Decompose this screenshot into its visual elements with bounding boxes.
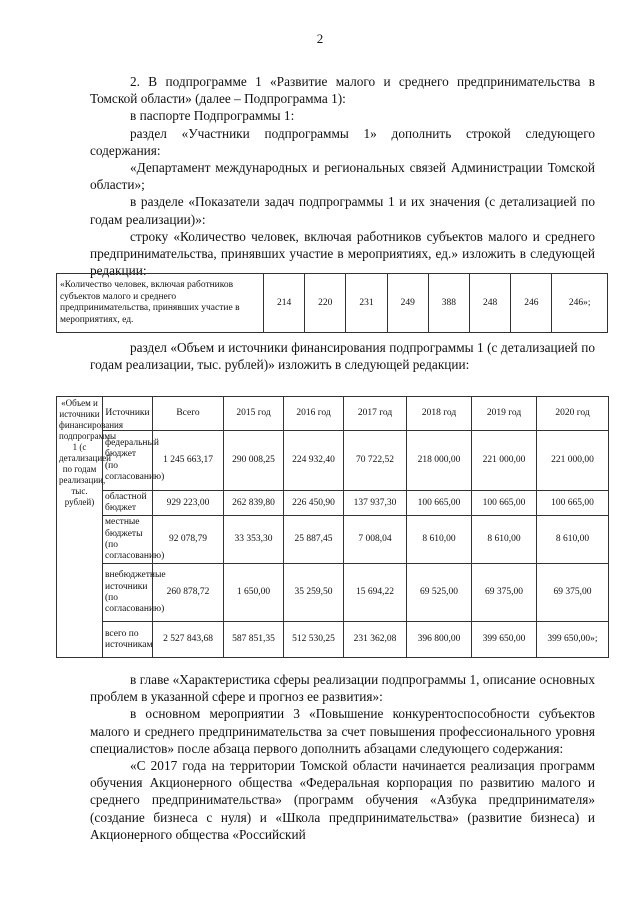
table-cell: 396 800,00	[407, 622, 472, 658]
text-block-mid	[90, 339, 595, 373]
table-cell: 8 610,00	[407, 516, 472, 564]
table-cell: 221 000,00	[537, 431, 609, 491]
financing-table	[56, 396, 609, 658]
table-cell: 246	[511, 274, 552, 333]
table-cell: 100 665,00	[472, 491, 537, 516]
table-cell: 399 650,00	[472, 622, 537, 658]
table-cell: 231	[346, 274, 387, 333]
table-header-cell: 2016 год	[284, 397, 344, 431]
table-cell: 33 353,30	[224, 516, 284, 564]
page-number: 2	[316, 31, 324, 46]
table-cell: 262 839,80	[224, 491, 284, 516]
table-cell: 512 530,25	[284, 622, 344, 658]
table-row	[57, 516, 609, 564]
paragraph: в паспорте Подпрограммы 1:	[130, 108, 295, 124]
table-cell: 214	[264, 274, 305, 333]
table-cell: 224 932,40	[284, 431, 344, 491]
paragraph: в разделе «Показатели задач подпрограммы 1 и их значения (с детализацией по годам реализации)»:	[90, 194, 595, 227]
table-cell: 2 527 843,68	[153, 622, 224, 658]
table-cell: 221 000,00	[472, 431, 537, 491]
table-side-label: «Объем и источники финансирования подпрограммы 1 (с детализацией по годам реализации, тыс. рублей)	[57, 397, 103, 658]
table-cell: 929 223,00	[153, 491, 224, 516]
table-cell: 290 008,25	[224, 431, 284, 491]
table-header-cell: Источники	[103, 397, 153, 431]
table-cell: 249	[387, 274, 428, 333]
paragraph: «С 2017 года на территории Томской области начинается реализация программ обучения Акционерного общества «Федеральная корпорация по развитию малого и среднего предпринимательства» (программ обучения «Азбука предпринимателя» (создание бизнеса с нуля) и «Школа предпринимательства» (развитие бизнеса) и Акционерного общества «Российский	[90, 758, 595, 842]
table-header-cell: 2020 год	[537, 397, 609, 431]
paragraph: в основном мероприятии 3 «Повышение конкурентоспособности субъектов малого и среднего предпринимательства за счет повышения профессионального уровня специалистов» после абзаца первого дополнить абзацами следующего содержания:	[90, 706, 595, 756]
table-cell-source: федеральный бюджет (по согласованию)	[103, 431, 153, 491]
table-cell: 246»;	[552, 274, 608, 333]
table-cell: 260 878,72	[153, 564, 224, 622]
table-cell-source: областной бюджет	[103, 491, 153, 516]
table-header-cell: 2017 год	[344, 397, 407, 431]
table-row	[57, 431, 609, 491]
table-cell: 137 937,30	[344, 491, 407, 516]
paragraph: 2. В подпрограмме 1 «Развитие малого и среднего предпринимательства в Томской области» (далее – Подпрограмма 1):	[90, 74, 595, 107]
table-cell: 231 362,08	[344, 622, 407, 658]
table-cell-label: «Количество человек, включая работников субъектов малого и среднего предпринимательства, принявших участие в мероприятиях, ед.	[57, 274, 264, 333]
table-header-cell: 2015 год	[224, 397, 284, 431]
table-cell: 92 078,79	[153, 516, 224, 564]
paragraph: в главе «Характеристика сферы реализации подпрограммы 1, описание основных проблем в указанной сфере и прогноз ее развития»:	[90, 672, 595, 705]
table-cell: 69 525,00	[407, 564, 472, 622]
table-cell: 220	[305, 274, 346, 333]
table-row	[57, 274, 608, 333]
table-cell: 70 722,52	[344, 431, 407, 491]
table-header-cell: Всего	[153, 397, 224, 431]
table-cell: 100 665,00	[407, 491, 472, 516]
table-cell: 15 694,22	[344, 564, 407, 622]
table-cell: 248	[470, 274, 511, 333]
table-cell: 69 375,00	[472, 564, 537, 622]
table-cell: 218 000,00	[407, 431, 472, 491]
table-cell: 226 450,90	[284, 491, 344, 516]
table-cell: 1 650,00	[224, 564, 284, 622]
paragraph: раздел «Участники подпрограммы 1» дополнить строкой следующего содержания:	[90, 125, 595, 158]
table-header-row	[57, 397, 609, 431]
table-cell: 35 259,50	[284, 564, 344, 622]
table-cell: 587 851,35	[224, 622, 284, 658]
table-cell: 388	[428, 274, 469, 333]
table-cell: 1 245 663,17	[153, 431, 224, 491]
text-block-bottom	[90, 671, 595, 843]
paragraph: раздел «Объем и источники финансирования подпрограммы 1 (с детализацией по годам реализации, тыс. рублей)» изложить в следующей редакции:	[90, 340, 595, 373]
table-cell-source: внебюджетные источники (по согласованию)	[103, 564, 153, 622]
table-row	[57, 564, 609, 622]
table-cell-source: местные бюджеты (по согласованию)	[103, 516, 153, 564]
table-header-cell: 2019 год	[472, 397, 537, 431]
table-row	[57, 491, 609, 516]
table-cell: 69 375,00	[537, 564, 609, 622]
table-row	[57, 622, 609, 658]
table-header-cell: 2018 год	[407, 397, 472, 431]
paragraph: «Департамент международных и региональных связей Администрации Томской области»;	[90, 160, 595, 193]
indicator-table	[56, 273, 608, 333]
table-cell: 8 610,00	[537, 516, 609, 564]
table-cell: 7 008,04	[344, 516, 407, 564]
table-cell: 8 610,00	[472, 516, 537, 564]
paragraph: строку «Количество человек, включая работников субъектов малого и среднего предпринимательства, принявших участие в мероприятиях, ед.» изложить в следующей редакции:	[90, 228, 595, 279]
table-cell: 100 665,00	[537, 491, 609, 516]
table-cell-source: всего по источникам	[103, 622, 153, 658]
text-block-top	[90, 73, 595, 279]
table-cell: 25 887,45	[284, 516, 344, 564]
table-cell: 399 650,00»;	[537, 622, 609, 658]
